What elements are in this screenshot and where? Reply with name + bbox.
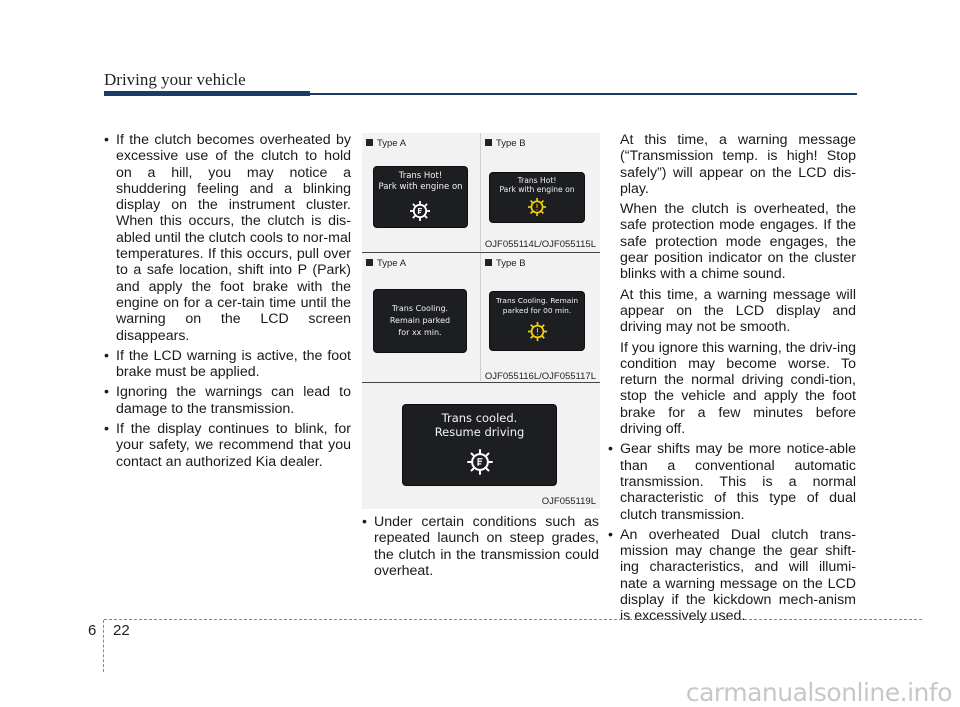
bullet-item: • If the LCD warning is active, the foot brake must be applied. [104, 348, 351, 381]
bullet-item: • Ignoring the warnings can lead to damage to the transmission. [104, 384, 351, 417]
bullet-item: • An overheated Dual clutch trans-mission may change the gear shift-ing characteristics, and will illumi-nate a warning message on the LCD display if the kickdown mech-anism is excessively used. [608, 527, 856, 625]
figure-divider [362, 252, 600, 253]
paragraph: If you ignore this warning, the driv-ing condition may become worse. To return the normal driving condi-tion, stop the vehicle and apply the foot brake for a few minutes before driving off. [620, 339, 856, 438]
type-a-label: Type A [366, 138, 406, 149]
paragraph: At this time, a warning message will appear on the LCD display and driving may not be smooth. [620, 286, 856, 336]
panel-divider [480, 253, 481, 381]
page-header-title: Driving your vehicle [104, 70, 246, 89]
figure-code: OJF055114L/OJF055115L [484, 239, 596, 250]
transmission-warning-icon [409, 200, 431, 222]
header-rule-thin [310, 93, 857, 95]
type-b-label: Type B [485, 258, 526, 269]
bullet-item: • Under certain conditions such as repeated launch on steep grades, the clutch in the transmission could overheat. [362, 514, 599, 579]
transmission-warning-icon [527, 321, 548, 342]
figure-code: OJF055116L/OJF055117L [484, 371, 596, 382]
type-b-label: Type B [485, 138, 526, 149]
lcd-display-trans-cooled [403, 405, 556, 485]
lcd-message-line: Trans Hot! [517, 176, 557, 185]
page-number: 22 [113, 622, 130, 639]
paragraph: At this time, a warning message (“Transmission temp. is high! Stop safely”) will appear on the LCD dis-play. [620, 132, 856, 197]
lcd-warning-figure [362, 133, 600, 509]
lcd-display-trans-cooling-a [374, 290, 466, 352]
bullet-item: • Gear shifts may be more notice-able than a conventional automatic transmission. This is a normal characteristic of this type of dual clutch transmission. [608, 441, 856, 522]
middle-text-column [362, 514, 599, 583]
lcd-message-line: Trans Hot! [398, 171, 443, 181]
left-text-column [104, 132, 351, 474]
lcd-message-line: for xx min. [398, 328, 442, 337]
header-rule-thick [104, 91, 310, 96]
figure-divider [362, 382, 600, 383]
bullet-item: • If the display continues to blink, for your safety, we recommend that you contact an authorized Kia dealer. [104, 421, 351, 470]
lcd-message-line: Resume driving [434, 425, 525, 439]
panel-divider [480, 133, 481, 251]
lcd-message-line: Trans cooled. [441, 411, 518, 425]
footer-vertical-rule [103, 620, 104, 672]
lcd-display-trans-hot-a [374, 167, 467, 227]
lcd-display-trans-cooling-b [490, 292, 584, 350]
type-a-label: Type A [366, 258, 406, 269]
lcd-message-line: parked for 00 min. [502, 306, 572, 315]
figure-code: OJF055119L [541, 496, 596, 507]
right-text-column [608, 132, 856, 629]
lcd-message-line: Park with engine on [499, 185, 575, 194]
paragraph: When the clutch is overheated, the safe protection mode engages. If the safe protection mode engages, the gear position indicator on the cluster blinks with a chime sound. [620, 201, 856, 283]
bullet-item: • If the clutch becomes overheated by excessive use of the clutch to hold on a hill, you may notice a shuddering feeling and a blinking display on the instrument cluster. When this occurs, the clutch is dis-abled until the clutch cools to nor-mal temperatures. If this occurs, pull over to a safe location, shift into P (Park) and apply the foot brake with the engine on for a cer-tain time until the warning on the LCD screen disappears. [104, 132, 351, 344]
transmission-warning-icon [466, 448, 494, 476]
lcd-message-line: Trans Cooling. Remain [495, 296, 579, 305]
chapter-number: 6 [88, 622, 97, 639]
lcd-message-line: Trans Cooling. [391, 304, 449, 313]
footer-rule [104, 619, 922, 620]
lcd-message-line: Remain parked [389, 316, 451, 325]
watermark-text: carmanualsonline.info [685, 678, 952, 707]
transmission-warning-icon [527, 197, 547, 217]
lcd-display-trans-hot-b [490, 173, 584, 222]
lcd-message-line: Park with engine on [378, 182, 463, 192]
